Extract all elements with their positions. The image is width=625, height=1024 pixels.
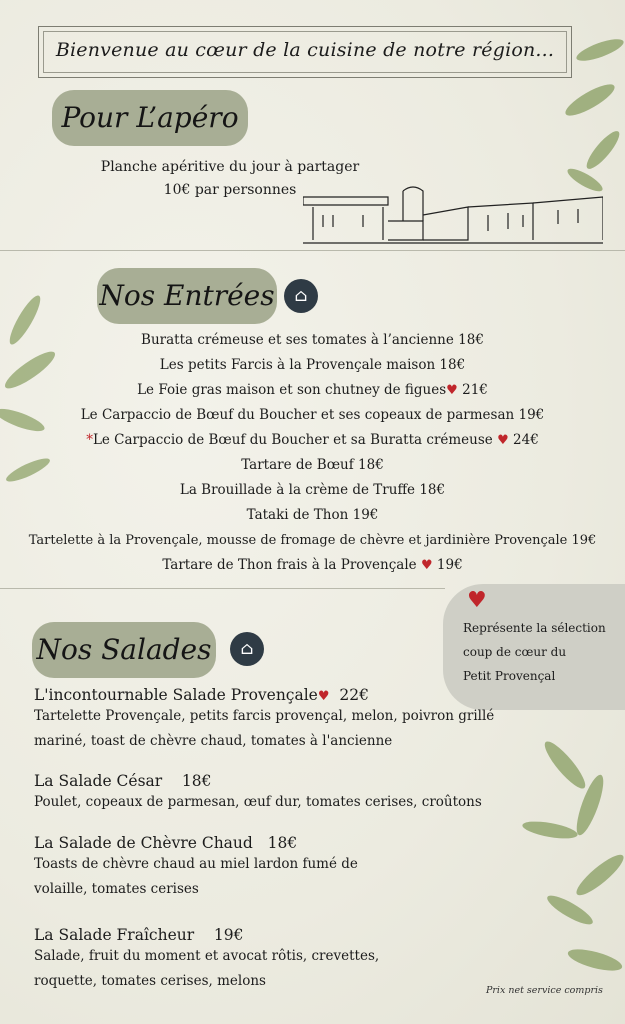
- salad-desc: roquette, tomates cerises, melons: [34, 973, 266, 989]
- list-item: [0, 478, 625, 503]
- salad-price: 22€: [339, 686, 369, 704]
- heart-icon: ♥: [446, 383, 458, 398]
- apero-block: [80, 156, 380, 202]
- item-price: 21€: [457, 382, 488, 398]
- apero-line-2: 10€ par personnes: [163, 182, 297, 198]
- list-item: [0, 328, 625, 353]
- item-text: Buratta crémeuse et ses tomates à l’ancienne 18€: [141, 332, 484, 348]
- salad-desc: volaille, tomates cerises: [34, 881, 199, 897]
- apero-heading-pill: [52, 90, 248, 146]
- salad-name-text: L'incontournable Salade Provençale: [34, 686, 318, 704]
- item-price: 19€: [432, 557, 463, 573]
- heart-icon: ♥: [317, 689, 330, 704]
- salad-item: [34, 686, 594, 754]
- list-item: [0, 453, 625, 478]
- salad-price: 18€: [267, 834, 298, 852]
- salad-name-text: La Salade César: [34, 772, 163, 790]
- salad-name-text: La Salade de Chèvre Chaud: [34, 834, 253, 852]
- salad-desc: Salade, fruit du moment et avocat rôtis, crevettes,: [34, 948, 380, 964]
- legend-line: Représente la sélection: [463, 621, 606, 635]
- item-text: Le Carpaccio de Bœuf du Boucher et ses copeaux de parmesan 19€: [80, 407, 545, 423]
- item-text: La Brouillade à la crème de Truffe 18€: [179, 482, 446, 498]
- salad-desc: Toasts de chèvre chaud au miel lardon fumé de: [34, 856, 358, 872]
- heart-icon: ♥: [497, 433, 509, 448]
- salad-item: [34, 834, 594, 902]
- salad-desc: Tartelette Provençale, petits farcis provençal, melon, poivron grillé: [34, 708, 495, 724]
- list-item: [0, 503, 625, 528]
- entrees-heading-pill: [97, 268, 277, 324]
- salad-name: [34, 926, 594, 944]
- star-mark: *: [86, 432, 93, 448]
- header-frame: [38, 26, 572, 78]
- divider: [0, 588, 445, 589]
- item-text: Tartare de Thon frais à la Provençale: [162, 557, 417, 573]
- item-price: 24€: [508, 432, 539, 448]
- page-title: Bienvenue au cœur de la cuisine de notre région...: [55, 39, 555, 61]
- salad-item: [34, 772, 594, 815]
- salad-name: [34, 772, 594, 790]
- salad-price: 19€: [213, 926, 244, 944]
- item-text: Tataki de Thon 19€: [246, 507, 379, 523]
- legend-text: [463, 616, 606, 688]
- legend-line: Petit Provençal: [463, 669, 556, 683]
- list-item: [0, 378, 625, 403]
- divider: [0, 250, 625, 251]
- item-text: Le Foie gras maison et son chutney de figues: [137, 382, 447, 398]
- halal-icon: ⌂: [284, 279, 318, 313]
- salades-heading: Nos Salades: [36, 633, 212, 666]
- list-item: [0, 353, 625, 378]
- footer-note: Prix net service compris: [486, 985, 603, 996]
- salad-desc: Poulet, copeaux de parmesan, œuf dur, tomates cerises, croûtons: [34, 794, 482, 810]
- salad-desc: mariné, toast de chèvre chaud, tomates à l'ancienne: [34, 733, 393, 749]
- item-text: Les petits Farcis à la Provençale maison 18€: [159, 357, 466, 373]
- item-text: Le Carpaccio de Bœuf du Boucher et sa Buratta crémeuse: [92, 432, 493, 448]
- salad-price: 18€: [181, 772, 212, 790]
- apero-heading: Pour L’apéro: [61, 101, 239, 134]
- salad-item: [34, 926, 594, 994]
- list-item: [0, 528, 625, 553]
- list-item: [0, 428, 625, 453]
- legend-line: coup de cœur du: [463, 645, 567, 659]
- heart-icon: ♥: [420, 558, 433, 573]
- salad-name-text: La Salade Fraîcheur: [34, 926, 195, 944]
- salad-name: [34, 834, 594, 852]
- apero-line-1: Planche apéritive du jour à partager: [100, 159, 360, 175]
- item-text: Tartare de Bœuf 18€: [241, 457, 384, 473]
- entrees-heading: Nos Entrées: [99, 279, 275, 312]
- entrees-list: [0, 328, 625, 578]
- list-item: [0, 553, 625, 578]
- halal-icon: ⌂: [230, 632, 264, 666]
- salad-name: [34, 686, 594, 704]
- salades-heading-pill: [32, 622, 216, 678]
- heart-icon: ♥: [467, 588, 487, 613]
- item-text: Tartelette à la Provençale, mousse de fromage de chèvre et jardinière Provençale 19€: [28, 533, 597, 548]
- list-item: [0, 403, 625, 428]
